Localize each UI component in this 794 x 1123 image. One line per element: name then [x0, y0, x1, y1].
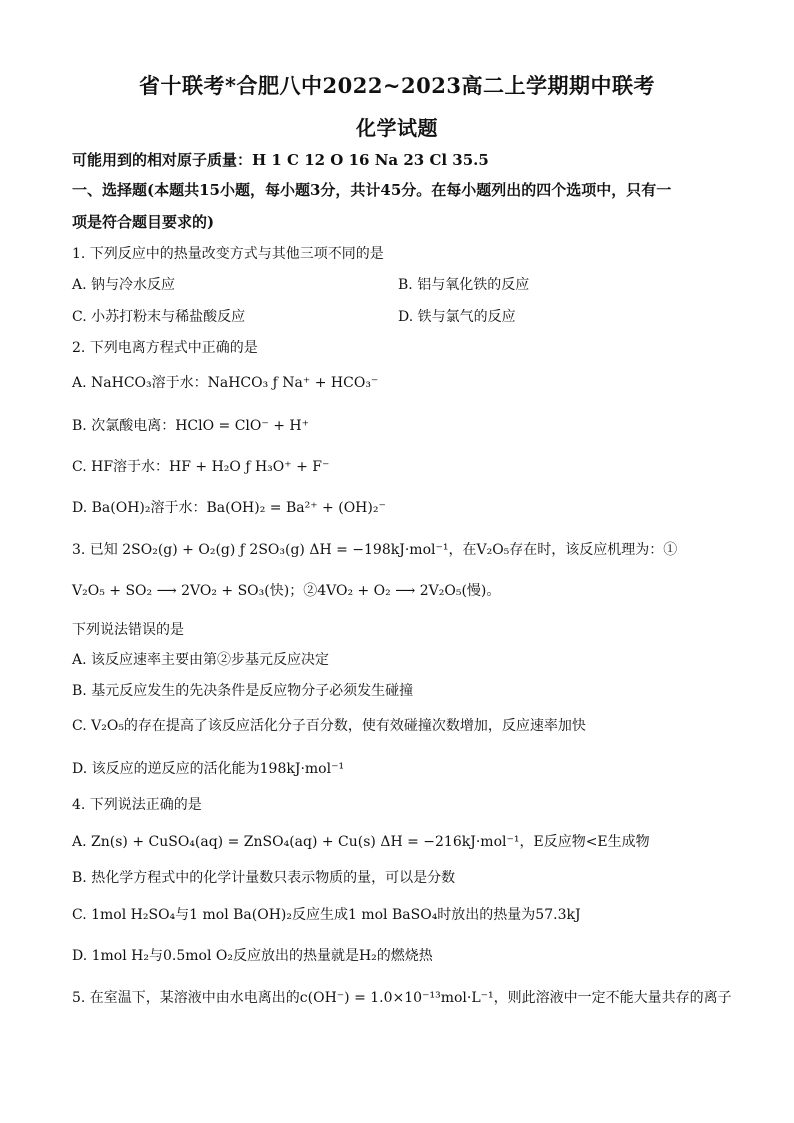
atomic-masses: 可能用到的相对原子质量：H 1 C 12 O 16 Na 23 Cl 35.5: [72, 151, 489, 169]
q4-stem: 4. 下列说法正确的是: [72, 797, 202, 813]
q1-option-c: C. 小苏打粉末与稀盐酸反应: [72, 309, 246, 325]
q4-option-b: B. 热化学方程式中的化学计量数只表示物质的量，可以是分数: [72, 870, 456, 886]
q1-option-a: A. 钠与冷水反应: [72, 277, 176, 293]
q4-option-a: A. Zn(s) + CuSO₄(aq) = ZnSO₄(aq) + Cu(s) ΔH = −216kJ·mol⁻¹，E反应物<E生成物: [72, 834, 650, 850]
q3-option-d: D. 该反应的逆反应的活化能为198kJ·mol⁻¹: [72, 761, 345, 777]
subject-title: 化学试题: [356, 116, 438, 140]
q3-option-c: C. V₂O₅的存在提高了该反应活化分子百分数，使有效碰撞次数增加，反应速率加快: [72, 718, 586, 734]
q2-option-d: D. Ba(OH)₂溶于水：Ba(OH)₂ = Ba²⁺ + (OH)₂⁻: [72, 500, 386, 516]
q3-stem-line1: 3. 已知 2SO₂(g) + O₂(g) ƒ 2SO₃(g) ΔH = −198kJ·mol⁻¹，在V₂O₅存在时，该反应机理为：①: [72, 542, 678, 558]
q1-option-b: B. 铝与氧化铁的反应: [398, 277, 530, 293]
q1-stem: 1. 下列反应中的热量改变方式与其他三项不同的是: [72, 246, 384, 262]
q4-option-c: C. 1mol H₂SO₄与1 mol Ba(OH)₂反应生成1 mol BaSO₄时放出的热量为57.3kJ: [72, 907, 581, 923]
q4-option-d: D. 1mol H₂与0.5mol O₂反应放出的热量就是H₂的燃烧热: [72, 948, 433, 964]
exam-title: 省十联考*合肥八中2022~2023高二上学期期中联考: [139, 73, 655, 98]
q2-option-b: B. 次氯酸电离：HClO = ClO⁻ + H⁺: [72, 418, 309, 434]
q2-option-a: A. NaHCO₃溶于水：NaHCO₃ ƒ Na⁺ + HCO₃⁻: [72, 375, 379, 391]
section-heading-line2: 项是符合题目要求的): [72, 213, 215, 231]
q3-prompt: 下列说法错误的是: [72, 622, 184, 638]
q3-option-a: A. 该反应速率主要由第②步基元反应决定: [72, 652, 330, 668]
q3-option-b: B. 基元反应发生的先决条件是反应物分子必须发生碰撞: [72, 683, 414, 699]
q2-stem: 2. 下列电离方程式中正确的是: [72, 340, 258, 356]
section-heading-line1: 一、选择题(本题共15小题，每小题3分，共计45分。在每小题列出的四个选项中，只有一: [72, 181, 672, 199]
q3-stem-line2: V₂O₅ + SO₂ ⟶ 2VO₂ + SO₃(快)；②4VO₂ + O₂ ⟶ 2V₂O₅(慢)。: [72, 583, 501, 599]
q5-stem: 5. 在室温下，某溶液中由水电离出的c(OH⁻) = 1.0×10⁻¹³mol·L⁻¹，则此溶液中一定不能大量共存的离子: [72, 990, 732, 1006]
q2-option-c: C. HF溶于水：HF + H₂O ƒ H₃O⁺ + F⁻: [72, 459, 330, 475]
q1-option-d: D. 铁与氯气的反应: [398, 309, 516, 325]
